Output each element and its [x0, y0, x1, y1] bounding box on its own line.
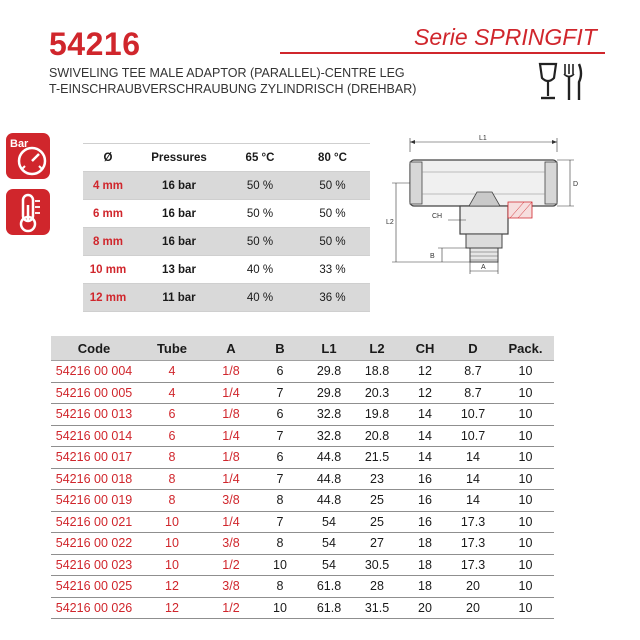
- product-code-cell: 54216 00 025: [51, 576, 137, 598]
- column-header: L1: [305, 336, 353, 361]
- pressure-cell-65c: 40 %: [225, 256, 295, 284]
- table-cell: 18: [401, 576, 449, 598]
- header-80c: 80 °C: [295, 144, 370, 172]
- pressure-gauge-icon: [6, 133, 50, 179]
- product-table: [51, 336, 554, 619]
- table-cell: 25: [353, 511, 401, 533]
- pressure-cell-diameter: 10 mm: [83, 256, 133, 284]
- table-cell: 10: [497, 511, 554, 533]
- table-cell: 10.7: [449, 404, 497, 426]
- table-cell: 8.7: [449, 382, 497, 404]
- column-header: L2: [353, 336, 401, 361]
- pressure-cell-65c: 50 %: [225, 200, 295, 228]
- product-code-cell: 54216 00 021: [51, 511, 137, 533]
- table-cell: 1/2: [207, 554, 255, 576]
- product-code-cell: 54216 00 014: [51, 425, 137, 447]
- table-cell: 10: [497, 490, 554, 512]
- column-header: A: [207, 336, 255, 361]
- table-cell: 16: [401, 490, 449, 512]
- table-cell: 10: [497, 554, 554, 576]
- pressure-cell-diameter: 12 mm: [83, 284, 133, 312]
- table-cell: 16: [401, 468, 449, 490]
- column-header: Tube: [137, 336, 207, 361]
- pressure-cell-80c: 50 %: [295, 172, 370, 200]
- table-cell: 14: [401, 425, 449, 447]
- table-cell: 27: [353, 533, 401, 555]
- table-cell: 3/8: [207, 490, 255, 512]
- table-cell: 8: [137, 447, 207, 469]
- table-cell: 1/8: [207, 404, 255, 426]
- pressure-table: [83, 143, 370, 312]
- table-cell: 20: [401, 597, 449, 619]
- product-code-cell: 54216 00 018: [51, 468, 137, 490]
- table-cell: 12: [137, 576, 207, 598]
- table-cell: 6: [137, 425, 207, 447]
- table-cell: 20: [449, 597, 497, 619]
- table-cell: 31.5: [353, 597, 401, 619]
- pressure-table-row: [83, 284, 370, 312]
- table-cell: 1/2: [207, 597, 255, 619]
- pressure-cell-pressure: 13 bar: [133, 256, 225, 284]
- table-cell: 6: [255, 361, 305, 383]
- table-cell: 8: [137, 468, 207, 490]
- table-cell: 10: [497, 576, 554, 598]
- table-cell: 17.3: [449, 533, 497, 555]
- pressure-table-row: [83, 228, 370, 256]
- product-code-cell: 54216 00 026: [51, 597, 137, 619]
- series-title: Serie SPRINGFIT: [414, 24, 597, 50]
- dim-label-ch: CH: [432, 213, 443, 220]
- table-cell: 14: [401, 404, 449, 426]
- product-code-cell: 54216 00 019: [51, 490, 137, 512]
- table-cell: 1/8: [207, 361, 255, 383]
- table-row: [51, 490, 554, 512]
- column-header: CH: [401, 336, 449, 361]
- table-cell: 17.3: [449, 511, 497, 533]
- product-code-cell: 54216 00 013: [51, 404, 137, 426]
- thermometer-icon: [6, 189, 50, 235]
- table-cell: 10: [137, 511, 207, 533]
- header-65c: 65 °C: [225, 144, 295, 172]
- table-cell: 29.8: [305, 382, 353, 404]
- table-row: [51, 468, 554, 490]
- table-cell: 10: [497, 382, 554, 404]
- table-cell: 44.8: [305, 447, 353, 469]
- table-cell: 3/8: [207, 576, 255, 598]
- table-cell: 7: [255, 382, 305, 404]
- dim-label-l1: L1: [479, 135, 487, 142]
- table-cell: 12: [137, 597, 207, 619]
- column-header: Pack.: [497, 336, 554, 361]
- tee-fitting-drawing: [382, 132, 587, 282]
- table-cell: 21.5: [353, 447, 401, 469]
- table-cell: 20: [449, 576, 497, 598]
- pressure-cell-65c: 50 %: [225, 228, 295, 256]
- pressure-table-row: [83, 200, 370, 228]
- subtitle-english: SWIVELING TEE MALE ADAPTOR (PARALLEL)-CENTRE LEG: [49, 66, 405, 80]
- pressure-table-row: [83, 172, 370, 200]
- table-cell: 23: [353, 468, 401, 490]
- product-code-cell: 54216 00 022: [51, 533, 137, 555]
- table-row: [51, 554, 554, 576]
- table-cell: 16: [401, 511, 449, 533]
- pressure-cell-pressure: 11 bar: [133, 284, 225, 312]
- table-row: [51, 382, 554, 404]
- product-code-cell: 54216 00 004: [51, 361, 137, 383]
- table-cell: 61.8: [305, 576, 353, 598]
- pressure-cell-pressure: 16 bar: [133, 172, 225, 200]
- table-cell: 44.8: [305, 468, 353, 490]
- table-cell: 8: [255, 576, 305, 598]
- table-cell: 10: [497, 425, 554, 447]
- pressure-table-row: [83, 256, 370, 284]
- table-cell: 25: [353, 490, 401, 512]
- table-cell: 54: [305, 533, 353, 555]
- pressure-cell-diameter: 8 mm: [83, 228, 133, 256]
- product-code-title: 54216: [49, 26, 141, 62]
- pressure-cell-pressure: 16 bar: [133, 200, 225, 228]
- pressure-cell-80c: 50 %: [295, 228, 370, 256]
- table-cell: 10: [497, 361, 554, 383]
- table-cell: 1/4: [207, 511, 255, 533]
- table-cell: 18: [401, 533, 449, 555]
- table-cell: 14: [449, 490, 497, 512]
- table-cell: 10: [497, 533, 554, 555]
- table-cell: 18: [401, 554, 449, 576]
- table-cell: 8: [137, 490, 207, 512]
- product-table-header: [51, 336, 554, 361]
- table-row: [51, 576, 554, 598]
- food-safe-icon: [528, 60, 584, 104]
- pressure-icon-label: Bar: [10, 138, 29, 150]
- table-cell: 44.8: [305, 490, 353, 512]
- pressure-cell-65c: 40 %: [225, 284, 295, 312]
- pressure-cell-65c: 50 %: [225, 172, 295, 200]
- table-cell: 10: [497, 404, 554, 426]
- pressure-table-header: [83, 144, 370, 172]
- product-code-cell: 54216 00 017: [51, 447, 137, 469]
- table-row: [51, 447, 554, 469]
- pressure-cell-pressure: 16 bar: [133, 228, 225, 256]
- table-cell: 18.8: [353, 361, 401, 383]
- table-cell: 4: [137, 361, 207, 383]
- table-cell: 10: [255, 554, 305, 576]
- table-cell: 8.7: [449, 361, 497, 383]
- dim-label-l2: L2: [386, 219, 394, 226]
- table-cell: 6: [255, 404, 305, 426]
- table-row: [51, 511, 554, 533]
- pressure-cell-80c: 33 %: [295, 256, 370, 284]
- product-code-cell: 54216 00 023: [51, 554, 137, 576]
- table-cell: 7: [255, 511, 305, 533]
- table-cell: 54: [305, 554, 353, 576]
- table-cell: 19.8: [353, 404, 401, 426]
- table-cell: 10: [137, 533, 207, 555]
- table-cell: 30.5: [353, 554, 401, 576]
- table-cell: 32.8: [305, 404, 353, 426]
- header-pressures: Pressures: [133, 144, 225, 172]
- table-cell: 10: [497, 447, 554, 469]
- header-divider: [280, 52, 605, 54]
- table-cell: 3/8: [207, 533, 255, 555]
- column-header: Code: [51, 336, 137, 361]
- table-cell: 10: [497, 597, 554, 619]
- dim-label-b: B: [430, 253, 435, 260]
- table-cell: 6: [137, 404, 207, 426]
- table-cell: 10: [137, 554, 207, 576]
- table-cell: 28: [353, 576, 401, 598]
- table-cell: 7: [255, 425, 305, 447]
- table-cell: 10: [255, 597, 305, 619]
- table-row: [51, 404, 554, 426]
- table-cell: 54: [305, 511, 353, 533]
- table-cell: 8: [255, 490, 305, 512]
- table-cell: 32.8: [305, 425, 353, 447]
- table-cell: 6: [255, 447, 305, 469]
- table-cell: 29.8: [305, 361, 353, 383]
- table-cell: 1/8: [207, 447, 255, 469]
- table-cell: 7: [255, 468, 305, 490]
- pressure-cell-80c: 36 %: [295, 284, 370, 312]
- dim-label-a: A: [481, 264, 486, 271]
- dim-label-d: D: [573, 181, 579, 188]
- table-cell: 1/4: [207, 425, 255, 447]
- header-diameter: Ø: [83, 144, 133, 172]
- table-row: [51, 425, 554, 447]
- column-header: D: [449, 336, 497, 361]
- pressure-cell-diameter: 6 mm: [83, 200, 133, 228]
- table-cell: 10: [497, 468, 554, 490]
- table-cell: 14: [449, 447, 497, 469]
- table-cell: 12: [401, 361, 449, 383]
- table-cell: 12: [401, 382, 449, 404]
- product-code-cell: 54216 00 005: [51, 382, 137, 404]
- column-header: B: [255, 336, 305, 361]
- pressure-cell-diameter: 4 mm: [83, 172, 133, 200]
- table-cell: 4: [137, 382, 207, 404]
- table-row: [51, 533, 554, 555]
- table-cell: 1/4: [207, 468, 255, 490]
- table-cell: 14: [401, 447, 449, 469]
- table-row: [51, 597, 554, 619]
- subtitle-german: T-EINSCHRAUBVERSCHRAUBUNG ZYLINDRISCH (DREHBAR): [49, 82, 417, 96]
- table-cell: 10.7: [449, 425, 497, 447]
- table-cell: 61.8: [305, 597, 353, 619]
- table-cell: 1/4: [207, 382, 255, 404]
- table-cell: 20.3: [353, 382, 401, 404]
- table-cell: 17.3: [449, 554, 497, 576]
- pressure-cell-80c: 50 %: [295, 200, 370, 228]
- table-cell: 20.8: [353, 425, 401, 447]
- table-cell: 8: [255, 533, 305, 555]
- table-row: [51, 361, 554, 383]
- table-cell: 14: [449, 468, 497, 490]
